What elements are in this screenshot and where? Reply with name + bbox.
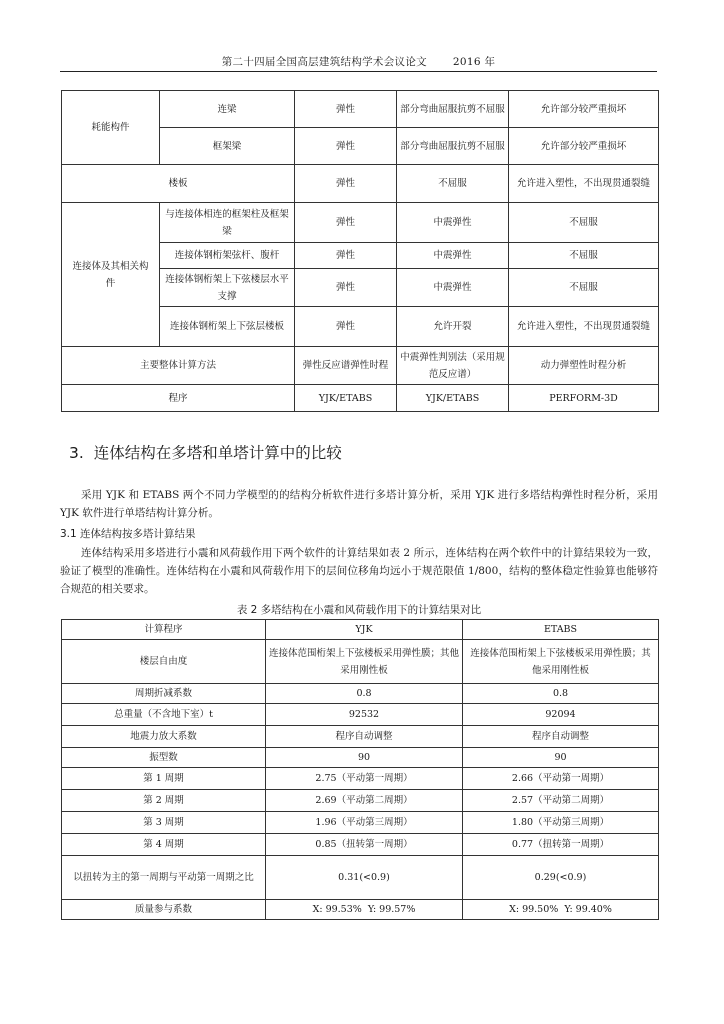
table-row bbox=[62, 900, 659, 920]
header-year: 2016 年 bbox=[452, 56, 496, 68]
table-row bbox=[62, 812, 659, 834]
etabs-cell: 2.57（平动第二周期） bbox=[463, 790, 659, 812]
intro-paragraph: 采用 YJK 和 ETABS 两个不同力学模型的的结构分析软件进行多塔计算分析，采用 YJK 进行多塔结构弹性时程分析，采用 YJK 软件进行单塔结构计算分析。 bbox=[60, 489, 658, 519]
table-row bbox=[62, 790, 659, 812]
slab-label: 楼板 bbox=[62, 165, 295, 203]
table-row bbox=[62, 165, 659, 203]
etabs-cell: 0.29(<0.9) bbox=[463, 856, 659, 900]
etabs-cell: 0.77（扭转第一周期） bbox=[463, 834, 659, 856]
yjk-cell: 1.96（平动第三周期） bbox=[266, 812, 463, 834]
row-label: 第 1 周期 bbox=[62, 768, 266, 790]
minor-cell: 弹性 bbox=[295, 128, 397, 165]
multi-tower-results-table bbox=[61, 619, 659, 920]
etabs-cell: 92094 bbox=[463, 704, 659, 726]
table-header-row bbox=[62, 620, 659, 640]
yjk-cell: 90 bbox=[266, 748, 463, 768]
major-cell: PERFORM-3D bbox=[509, 385, 659, 412]
minor-cell: 弹性 bbox=[295, 203, 397, 243]
row-label: 第 2 周期 bbox=[62, 790, 266, 812]
performance-target-table bbox=[61, 90, 659, 412]
etabs-cell: 2.66（平动第一周期） bbox=[463, 768, 659, 790]
table-row bbox=[62, 91, 659, 128]
major-cell: 允许部分较严重损坏 bbox=[509, 128, 659, 165]
table-row bbox=[62, 834, 659, 856]
yjk-cell: 2.75（平动第一周期） bbox=[266, 768, 463, 790]
medium-cell: 中震弹性 bbox=[397, 269, 509, 307]
minor-cell: YJK/ETABS bbox=[295, 385, 397, 412]
table-row bbox=[62, 704, 659, 726]
medium-cell: 允许开裂 bbox=[397, 307, 509, 347]
method-label: 主要整体计算方法 bbox=[62, 347, 295, 385]
yjk-cell: X: 99.53% Y: 99.57% bbox=[266, 900, 463, 920]
medium-cell: YJK/ETABS bbox=[397, 385, 509, 412]
member-cell: 框架梁 bbox=[160, 128, 295, 165]
row-label: 第 3 周期 bbox=[62, 812, 266, 834]
etabs-cell: 程序自动调整 bbox=[463, 726, 659, 748]
minor-cell: 弹性 bbox=[295, 165, 397, 203]
medium-cell: 中震弹性 bbox=[397, 243, 509, 269]
row-label: 地震力放大系数 bbox=[62, 726, 266, 748]
conference-name: 第二十四届全国高层建筑结构学术会议论文 bbox=[221, 56, 427, 68]
minor-cell: 弹性 bbox=[295, 243, 397, 269]
section-title: 连体结构在多塔和单塔计算中的比较 bbox=[93, 444, 342, 462]
member-cell: 连接体钢桁架弦杆、腹杆 bbox=[160, 243, 295, 269]
table-row bbox=[62, 640, 659, 684]
table-row bbox=[62, 748, 659, 768]
subsection-paragraph: 连体结构采用多塔进行小震和风荷载作用下两个软件的计算结果如表 2 所示，连体结构在两个软件中的计算结果较为一致，验证了模型的准确性。连体结构在小震和风荷载作用下的层间位移角均远小于规范限值 1/800，结构的整体稳定性验算也能够符合规范的相关要求。 bbox=[60, 547, 658, 595]
section-number: 3. bbox=[69, 444, 84, 462]
medium-cell: 不屈服 bbox=[397, 165, 509, 203]
table-row bbox=[62, 385, 659, 412]
yjk-cell: 0.31(<0.9) bbox=[266, 856, 463, 900]
medium-cell: 部分弯曲屈服抗剪不屈服 bbox=[397, 128, 509, 165]
major-cell: 允许部分较严重损坏 bbox=[509, 91, 659, 128]
header-cell: YJK bbox=[266, 620, 463, 640]
program-label: 程序 bbox=[62, 385, 295, 412]
table-row bbox=[62, 684, 659, 704]
major-cell: 允许进入塑性，不出现贯通裂缝 bbox=[509, 307, 659, 347]
section-heading bbox=[69, 441, 342, 463]
etabs-cell: 90 bbox=[463, 748, 659, 768]
member-cell: 连接体钢桁架上下弦层楼板 bbox=[160, 307, 295, 347]
table-row bbox=[62, 726, 659, 748]
major-cell: 动力弹塑性时程分析 bbox=[509, 347, 659, 385]
row-label: 第 4 周期 bbox=[62, 834, 266, 856]
major-cell: 不屈服 bbox=[509, 243, 659, 269]
etabs-cell: X: 99.50% Y: 99.40% bbox=[463, 900, 659, 920]
table-row bbox=[62, 768, 659, 790]
group-label: 连接体及其相关构件 bbox=[62, 203, 160, 347]
member-cell: 连接体钢桁架上下弦楼层水平支撑 bbox=[160, 269, 295, 307]
member-cell: 与连接体相连的框架柱及框架梁 bbox=[160, 203, 295, 243]
header-cell: ETABS bbox=[463, 620, 659, 640]
minor-cell: 弹性 bbox=[295, 91, 397, 128]
table-caption: 表 2 多塔结构在小震和风荷载作用下的计算结果对比 bbox=[236, 604, 482, 616]
major-cell: 不屈服 bbox=[509, 269, 659, 307]
medium-cell: 中震弹性判别法（采用规范反应谱） bbox=[397, 347, 509, 385]
table-row bbox=[62, 203, 659, 243]
yjk-cell: 92532 bbox=[266, 704, 463, 726]
header-rule bbox=[60, 71, 657, 72]
etabs-cell: 1.80（平动第三周期） bbox=[463, 812, 659, 834]
yjk-cell: 连接体范围桁架上下弦楼板采用弹性膜；其他采用刚性板 bbox=[266, 640, 463, 684]
row-label: 质量参与系数 bbox=[62, 900, 266, 920]
row-label: 以扭转为主的第一周期与平动第一周期之比 bbox=[62, 856, 266, 900]
major-cell: 允许进入塑性，不出现贯通裂缝 bbox=[509, 165, 659, 203]
yjk-cell: 程序自动调整 bbox=[266, 726, 463, 748]
row-label: 振型数 bbox=[62, 748, 266, 768]
yjk-cell: 2.69（平动第二周期） bbox=[266, 790, 463, 812]
medium-cell: 中震弹性 bbox=[397, 203, 509, 243]
yjk-cell: 0.85（扭转第一周期） bbox=[266, 834, 463, 856]
subsection-title: 3.1 连体结构按多塔计算结果 bbox=[60, 528, 196, 540]
minor-cell: 弹性 bbox=[295, 307, 397, 347]
yjk-cell: 0.8 bbox=[266, 684, 463, 704]
etabs-cell: 0.8 bbox=[463, 684, 659, 704]
medium-cell: 部分弯曲屈服抗剪不屈服 bbox=[397, 91, 509, 128]
minor-cell: 弹性反应谱弹性时程 bbox=[295, 347, 397, 385]
table-row bbox=[62, 347, 659, 385]
member-cell: 连梁 bbox=[160, 91, 295, 128]
row-label: 楼层自由度 bbox=[62, 640, 266, 684]
row-label: 周期折减系数 bbox=[62, 684, 266, 704]
header-cell: 计算程序 bbox=[62, 620, 266, 640]
table-row bbox=[62, 856, 659, 900]
etabs-cell: 连接体范围桁架上下弦楼板采用弹性膜；其他采用刚性板 bbox=[463, 640, 659, 684]
minor-cell: 弹性 bbox=[295, 269, 397, 307]
group-label: 耗能构件 bbox=[62, 91, 160, 165]
row-label: 总重量（不含地下室）t bbox=[62, 704, 266, 726]
major-cell: 不屈服 bbox=[509, 203, 659, 243]
